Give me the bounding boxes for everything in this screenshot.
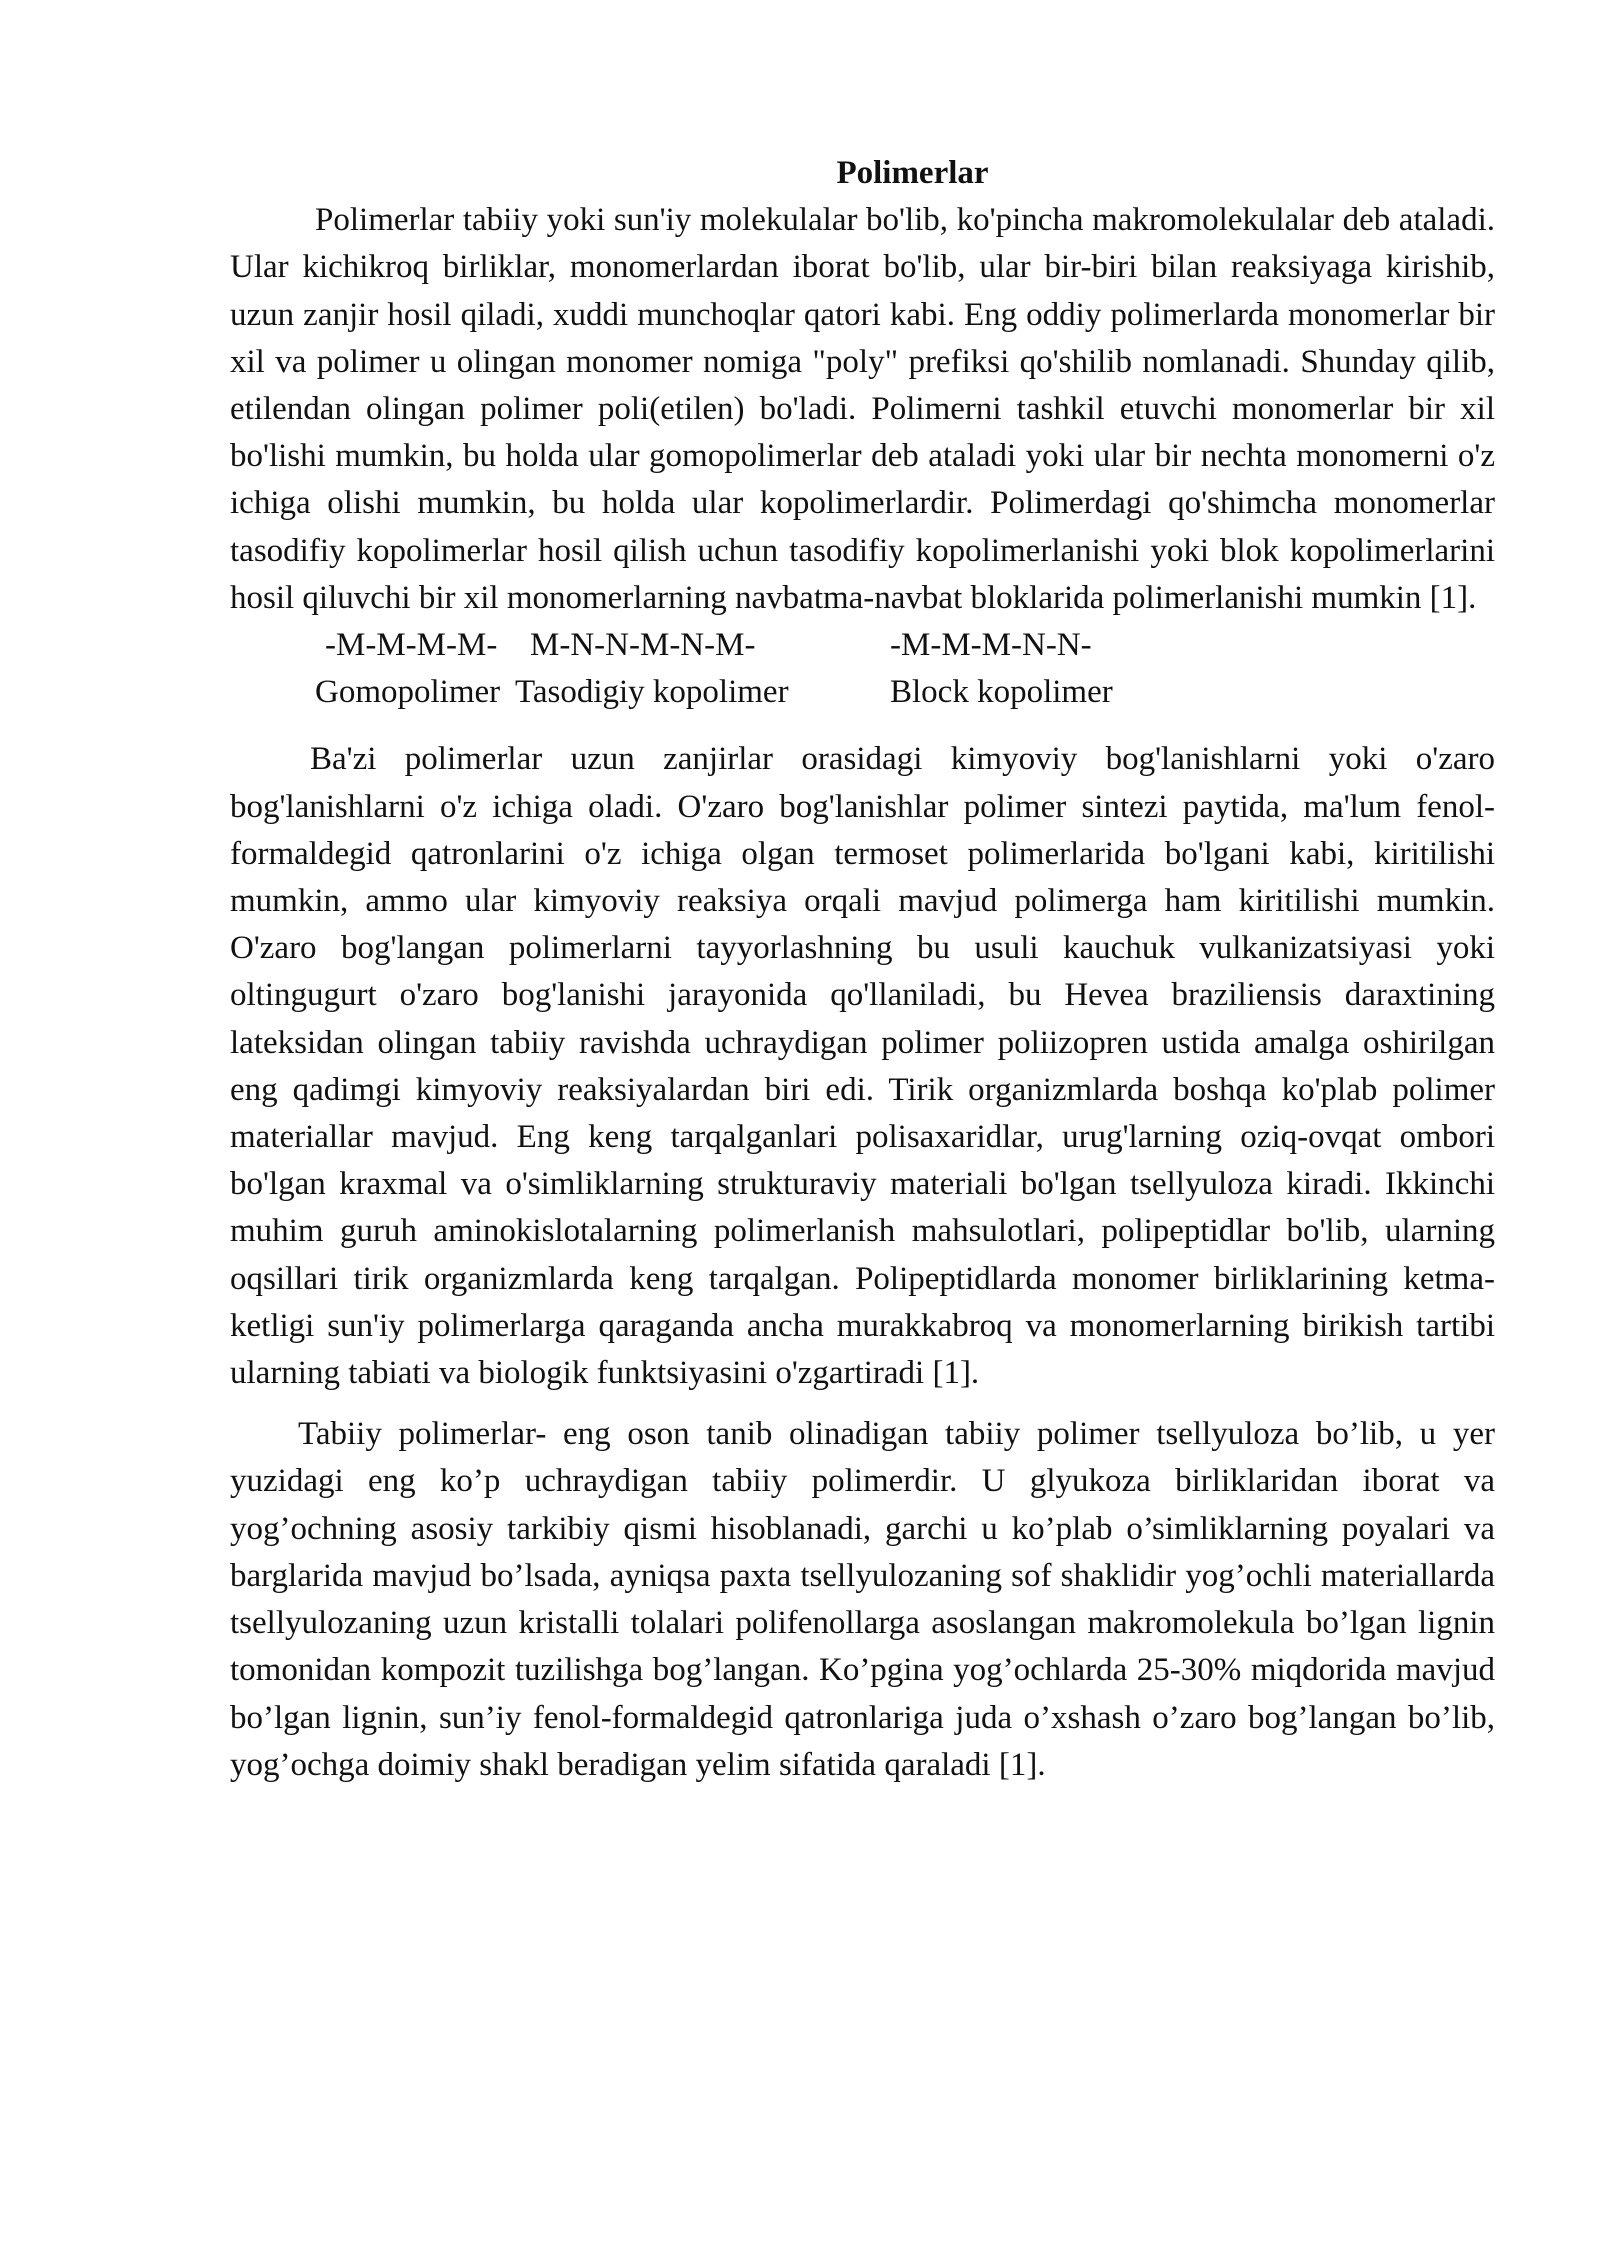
paragraph-intro: Polimerlar tabiiy yoki sun'iy molekulalar bo'lib, ko'pincha makromolekulalar deb ataladi. Ular kichikroq birliklar, monomerlardan iborat bo'lib, ular bir-biri bilan reaksiyaga kirishib, uzun zanjir hosil qiladi, xuddi munchoqlar qatori kabi. Eng oddiy polimerlarda monomerlar bir xil va polimer u olingan monomer nomiga "poly" prefiksi qo'shilib nomlanadi. Shunday qilib, etilendan olingan polimer poli(etilen) bo'ladi. Polimerni tashkil etuvchi monomerlar bir xil bo'lishi mumkin, bu holda ular gomopolimerlar deb ataladi yoki ular bir nechta monomerni o'z ichiga olishi mumkin, bu holda ular kopolimerlardir. Polimerdagi qo'shimcha monomerlar tasodifiy kopolimerlar hosil qilish uchun tasodifiy kopolimerlanishi yoki blok kopolimerlarini hosil qiluvchi bir xil monomerlarning navbatma-navbat bloklarida polimerlanishi mumkin [1]. [230,202,1495,616]
document-page [230,150,1495,1789]
document-title: Polimerlar [836,155,989,191]
paragraph-crosslinking: Ba'zi polimerlar uzun zanjirlar orasidagi kimyoviy bog'lanishlarni yoki o'zaro bog'lanishlarni o'z ichiga oladi. O'zaro bog'lanishlar polimer sintezi paytida, ma'lum fenol-formaldegid qatronlarini o'z ichiga olgan termoset polimerlarida bo'lgani kabi, kiritilishi mumkin, ammo ular kimyoviy reaksiya orqali mavjud polimerga ham kiritilishi mumkin. O'zaro bog'langan polimerlarni tayyorlashning bu usuli kauchuk vulkanizatsiyasi yoki oltingugurt o'zaro bog'lanishi jarayonida qo'llaniladi, bu Hevea braziliensis daraxtining lateksidan olingan tabiiy ravishda uchraydigan polimer poliizopren ustida amalga oshirilgan eng qadimgi kimyoviy reaksiyalardan biri edi. Tirik organizmlarda boshqa ko'plab polimer materiallar mavjud. Eng keng tarqalganlari polisaxaridlar, urug'larning oziq-ovqat ombori bo'lgan kraxmal va o'simliklarning strukturaviy materiali bo'lgan tsellyuloza kiradi. Ikkinchi muhim guruh aminokislotalarning polimerlanish mahsulotlari, polipeptidlar bo'lib, ularning oqsillari tirik organizmlarda keng tarqalgan. Polipeptidlarda monomer birliklarining ketma-ketligi sun'iy polimerlarga qaraganda ancha murakkabroq va monomerlarning birikish tartibi ularning tabiati va biologik funktsiyasini o'zgartiradi [1]. [230,741,1495,1392]
formula-chain-homopolymer: -M-M-M-M- [325,627,498,664]
formula-chains-row [230,622,1495,669]
formula-label-homopolymer: Gomopolimer [315,674,501,711]
formula-label-random-copolymer: Tasodigiy kopolimer [515,674,789,711]
formula-chain-block-copolymer: -M-M-M-N-N- [890,627,1092,664]
formula-chain-random-copolymer: M-N-N-M-N-M- [530,627,756,664]
formula-label-block-copolymer: Block kopolimer [890,674,1113,711]
paragraph-natural-polymers: Tabiiy polimerlar- eng oson tanib olinadigan tabiiy polimer tsellyuloza bo’lib, u yer yuzidagi eng ko’p uchraydigan tabiiy polimerdir. U glyukoza birliklaridan iborat va yog’ochning asosiy tarkibiy qismi hisoblanadi, garchi u ko’plab o’simliklarning poyalari va barglarida mavjud bo’lsada, ayniqsa paxta tsellyulozaning sof shaklidir yog’ochli materiallarda tsellyulozaning uzun kristalli tolalari polifenollarga asoslangan makromolekula bo’lgan lignin tomonidan kompozit tuzilishga bog’langan. Ko’pgina yog’ochlarda 25-30% miqdorida mavjud bo’lgan lignin, sun’iy fenol-formaldegid qatronlariga juda o’xshash o’zaro bog’langan bo’lib, yog’ochga doimiy shakl beradigan yelim sifatida qaraladi [1]. [230,1416,1495,1783]
formula-labels-row [230,669,1495,716]
